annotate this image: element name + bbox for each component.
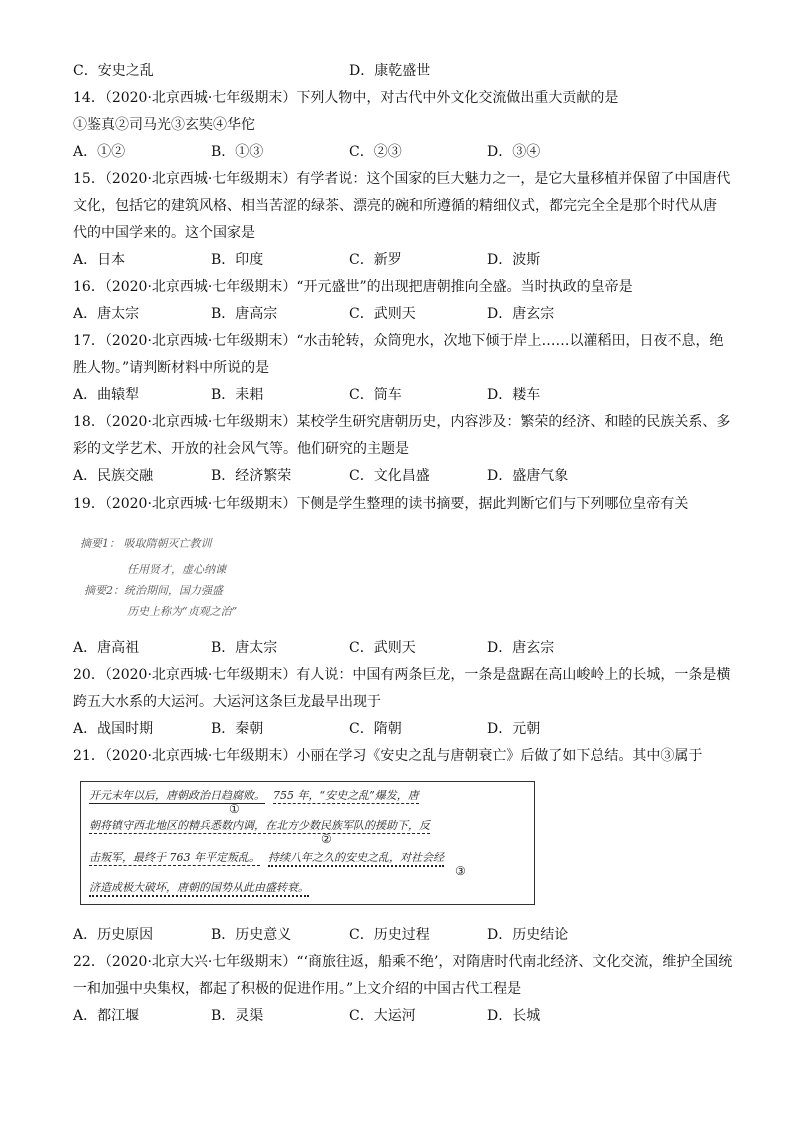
summary-part-2c: 击叛军，最终于 763 年平定叛乱。: [89, 851, 260, 864]
q16-options: [73, 304, 733, 324]
q22-stem-line2: 一和加强中央集权，都起了积极的促进作用。”上文介绍的中国古代工程是: [73, 981, 522, 997]
q15-option-a[interactable]: A．日本: [73, 252, 126, 268]
q17-stem-line1: 17．（2020·北京西城·七年级期末）“水击轮转，众筒兜水，次地下倾于岸上……以灌稻田，日夜不息，绝: [73, 333, 724, 349]
q15-stem-line2: 文化，包括它的建筑风格、相当苦涩的绿茶、漂亮的碗和所遵循的精细仪式，都完完全全是那个时代从唐: [73, 198, 717, 214]
q19-options: [73, 638, 733, 658]
q14-option-c[interactable]: C．②③: [349, 144, 402, 160]
summary-line-3: [89, 850, 444, 866]
q15-options: [73, 250, 733, 270]
summary-part-2a: 755 年，“安史之乱”爆发，唐: [273, 789, 419, 802]
q17-option-c[interactable]: C．筒车: [349, 387, 402, 403]
q20-option-b[interactable]: B．秦朝: [211, 721, 264, 737]
q13-option-c[interactable]: C．安史之乱: [73, 63, 154, 79]
q15-option-d[interactable]: D．波斯: [487, 252, 541, 268]
q19-excerpt-line2: 任用贤才，虚心纳谏: [127, 563, 226, 576]
q17-options: [73, 385, 733, 405]
q15-stem-line1: 15．（2020·北京西城·七年级期末）有学者说：这个国家的巨大魅力之一，是它大量移植并保留了中国唐代: [73, 171, 731, 187]
q21-option-a[interactable]: A．历史原因: [73, 927, 154, 943]
q21-option-d[interactable]: D．历史结论: [487, 927, 569, 943]
summary-marker-1: ①: [229, 802, 240, 816]
q16-option-d[interactable]: D．唐玄宗: [487, 306, 555, 322]
q18-option-c[interactable]: C．文化昌盛: [349, 468, 430, 484]
q16-option-a[interactable]: A．唐太宗: [73, 306, 140, 322]
q16-option-b[interactable]: B．唐高宗: [211, 306, 278, 322]
q21-option-b[interactable]: B．历史意义: [211, 927, 292, 943]
q19-option-a[interactable]: A．唐高祖: [73, 640, 140, 656]
q20-option-c[interactable]: C．隋朝: [349, 721, 402, 737]
q18-option-b[interactable]: B．经济繁荣: [211, 468, 292, 484]
q19-excerpt-line3: 摘要2：统治期间，国力强盛: [84, 584, 223, 597]
q14-option-d[interactable]: D．③④: [487, 144, 541, 160]
q21-options: [73, 925, 733, 945]
q13-options: [73, 61, 733, 81]
q17-option-d[interactable]: D．耧车: [487, 387, 541, 403]
q20-options: [73, 719, 733, 739]
q18-options: [73, 466, 733, 486]
q13-option-d[interactable]: D．康乾盛世: [349, 63, 431, 79]
summary-marker-3: ③: [455, 864, 466, 878]
q19-option-b[interactable]: B．唐太宗: [211, 640, 278, 656]
q14-option-b[interactable]: B．①③: [211, 144, 264, 160]
q20-option-a[interactable]: A．战国时期: [73, 721, 154, 737]
q19-excerpt-line4: 历史上称为“贞观之治”: [127, 605, 238, 618]
q21-summary-box: [80, 781, 535, 905]
summary-line-4: [89, 880, 309, 896]
q18-stem-line1: 18．（2020·北京西城·七年级期末）某校学生研究唐朝历史，内容涉及：繁荣的经济、和睦的民族关系、多: [73, 414, 731, 430]
q19-stem: 19．（2020·北京西城·七年级期末）下侧是学生整理的读书摘要，据此判断它们与下列哪位皇帝有关: [73, 496, 689, 512]
q22-option-c[interactable]: C．大运河: [349, 1008, 416, 1024]
q17-stem-line2: 胜人物。”请判断材料中所说的是: [73, 360, 270, 376]
q14-option-a[interactable]: A．①②: [73, 144, 126, 160]
q20-stem-line1: 20．（2020·北京西城·七年级期末）有人说：中国有两条巨龙，一条是盘踞在高山峻岭上的长城，一条是横: [73, 667, 731, 683]
summary-part-1: 开元末年以后，唐朝政治日趋腐败。: [89, 789, 265, 802]
q15-stem-line3: 代的中国学来的。这个国家是: [73, 225, 255, 241]
q19-excerpt-line1: 摘要1： 吸取隋朝灭亡教训: [80, 537, 212, 550]
q17-option-b[interactable]: B．耒耜: [211, 387, 264, 403]
q22-option-b[interactable]: B．灵渠: [211, 1008, 264, 1024]
summary-line-1: [89, 788, 419, 804]
q22-option-a[interactable]: A．都江堰: [73, 1008, 140, 1024]
summary-part-2b: 朝将镇守西北地区的精兵悉数内调，在北方少数民族军队的援助下，反: [89, 819, 430, 832]
summary-part-3b: 济造成极大破坏，唐朝的国势从此由盛转衰。: [89, 881, 309, 897]
q19-option-c[interactable]: C．武则天: [349, 640, 416, 656]
q16-option-c[interactable]: C．武则天: [349, 306, 416, 322]
q14-items: ①鉴真②司马光③玄奘④华佗: [73, 117, 255, 133]
q14-options: [73, 142, 733, 162]
q21-option-c[interactable]: C．历史过程: [349, 927, 430, 943]
q21-stem: 21．（2020·北京西城·七年级期末）小丽在学习《安史之乱与唐朝衰亡》后做了如下总结。其中③属于: [73, 748, 703, 764]
q18-stem-line2: 彩的文学艺术、开放的社会风气等。他们研究的主题是: [73, 441, 409, 457]
summary-line-2: [89, 818, 430, 834]
summary-marker-2: ②: [321, 832, 332, 846]
q22-stem-line1: 22．（2020·北京大兴·七年级期末）“‘商旅往返，船乘不绝’，对隋唐时代南北经济、文化交流，维护全国统: [73, 954, 733, 970]
q22-option-d[interactable]: D．长城: [487, 1008, 541, 1024]
q18-option-d[interactable]: D．盛唐气象: [487, 468, 569, 484]
q20-option-d[interactable]: D．元朝: [487, 721, 541, 737]
q19-option-d[interactable]: D．唐玄宗: [487, 640, 555, 656]
q18-option-a[interactable]: A．民族交融: [73, 468, 154, 484]
summary-part-3a: 持续八年之久的安史之乱，对社会经: [268, 851, 444, 867]
q22-options: [73, 1006, 733, 1026]
q17-option-a[interactable]: A．曲辕犁: [73, 387, 140, 403]
q16-stem: 16．（2020·北京西城·七年级期末）“开元盛世”的出现把唐朝推向全盛。当时执政的皇帝是: [73, 279, 633, 295]
q15-option-b[interactable]: B．印度: [211, 252, 264, 268]
q15-option-c[interactable]: C．新罗: [349, 252, 402, 268]
q20-stem-line2: 跨五大水系的大运河。大运河这条巨龙最早出现于: [73, 694, 381, 710]
q14-stem: 14．（2020·北京西城·七年级期末）下列人物中，对古代中外文化交流做出重大贡献的是: [73, 90, 619, 106]
